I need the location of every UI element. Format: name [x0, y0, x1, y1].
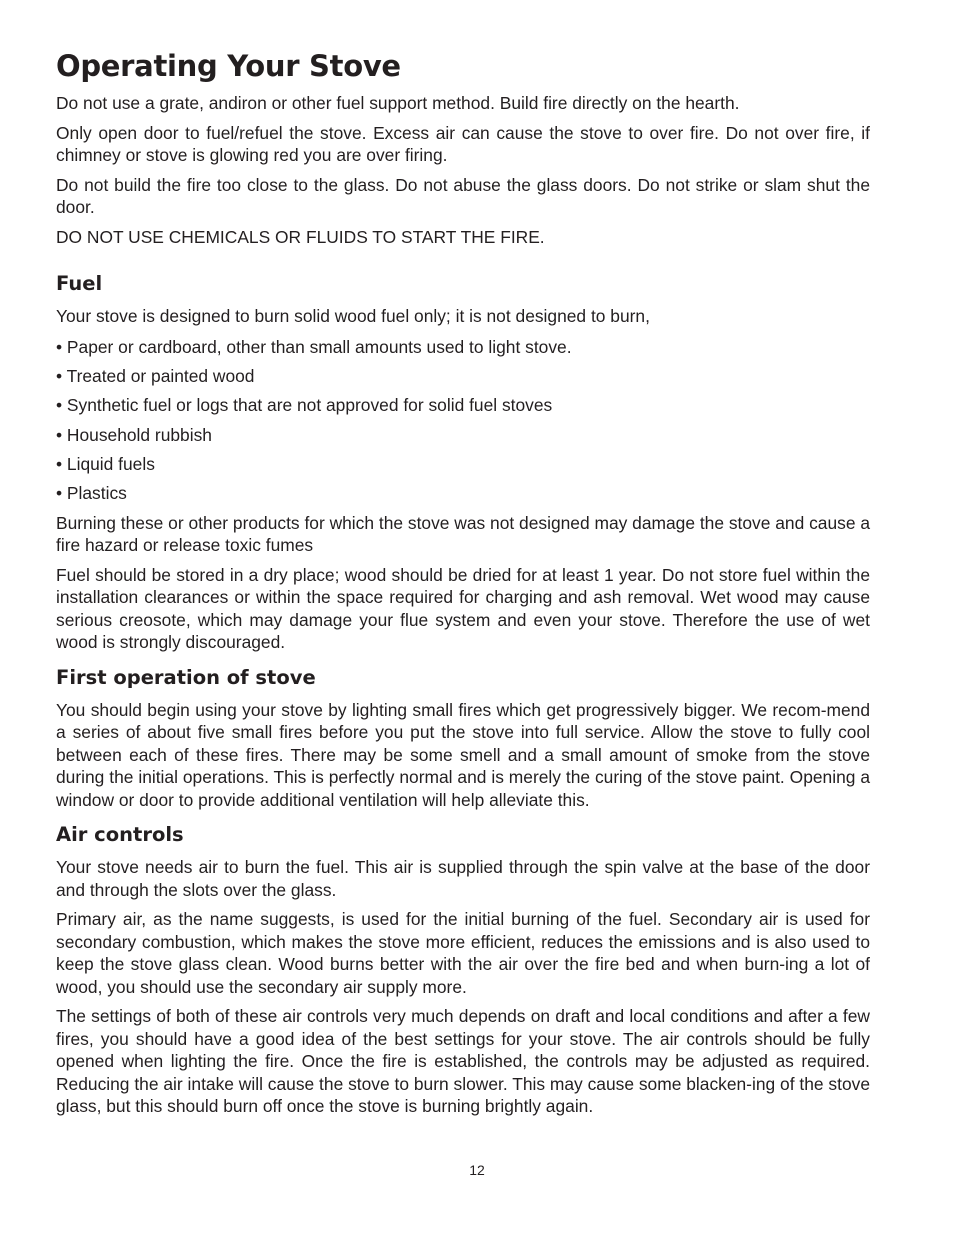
fuel-heading: Fuel: [56, 272, 103, 295]
air-controls-paragraph: Your stove needs air to burn the fuel. This air is supplied through the spin valve at the base of the door and through the slots over the glass.: [56, 857, 870, 900]
fuel-intro: Your stove is designed to burn solid wood fuel only; it is not designed to burn,: [56, 306, 650, 326]
air-controls-paragraph: Primary air, as the name suggests, is used for the initial burning of the fuel. Secondary air is used for secondary combustion, which makes the stove more efficient, reduces the emissions and is also used to keep the stove glass clean. Wood burns better with the air over the fire bed and when burn-ing a lot of wood, you should use the secondary air supply more.: [56, 909, 870, 997]
intro-paragraph: Do not use a grate, andiron or other fuel support method. Build fire directly on the hearth.: [56, 93, 740, 113]
fuel-bullet-item: • Paper or cardboard, other than small amounts used to light stove.: [56, 336, 572, 357]
fuel-paragraph: Fuel should be stored in a dry place; wood should be dried for at least 1 year. Do not store fuel within the installation clearances or within the space required for charging and ash removal. Wet wood may cause serious creosote, which may damage your flue system and even your stove. Therefore the use of wet wood is strongly discouraged.: [56, 564, 870, 653]
fuel-bullet-item: • Household rubbish: [56, 424, 212, 445]
fuel-bullet-item: • Plastics: [56, 483, 127, 504]
first-operation-heading: First operation of stove: [56, 665, 316, 689]
fuel-bullet-item: • Treated or painted wood: [56, 365, 255, 386]
intro-paragraph: Only open door to fuel/refuel the stove. Excess air can cause the stove to over fire. Do not over fire, if chimney or stove is glowing red you are over firing.: [56, 122, 870, 165]
fuel-paragraph: Burning these or other products for which the stove was not designed may damage the stove and cause a fire hazard or release toxic fumes: [56, 512, 870, 556]
page-number: 12: [469, 1162, 485, 1178]
intro-paragraph: Do not build the fire too close to the glass. Do not abuse the glass doors. Do not strike or slam shut the door.: [56, 174, 870, 217]
air-controls-heading: Air controls: [56, 823, 184, 847]
fuel-bullet-item: • Synthetic fuel or logs that are not approved for solid fuel stoves: [56, 395, 553, 416]
fuel-bullet-item: • Liquid fuels: [56, 454, 155, 475]
intro-warning: DO NOT USE CHEMICALS OR FLUIDS TO START THE FIRE.: [56, 226, 545, 247]
first-operation-paragraph: You should begin using your stove by lighting small fires which get progressively bigger. We recom-mend a series of about five small fires before you put the stove into full service. Allow the stove to fully cool between each of these fires. There may be some smell and a small amount of smoke from the stove during the initial operations. This is perfectly normal and is merely the curing of the stove paint. Opening a window or door to provide additional ventilation will help alleviate this.: [56, 699, 870, 810]
document-page: [56, 46, 870, 1125]
page-title: Operating Your Stove: [56, 49, 401, 83]
air-controls-paragraph: The settings of both of these air controls very much depends on draft and local conditions and after a few fires, you should have a good idea of the best settings for your stove. The air controls should be fully opened when lighting the fire. Once the fire is established, the controls may be adjusted as required. Reducing the air intake will cause the stove to burn slower. This may cause some blacken-ing of the stove glass, but this should burn off once the stove is burning brightly again.: [56, 1006, 870, 1117]
